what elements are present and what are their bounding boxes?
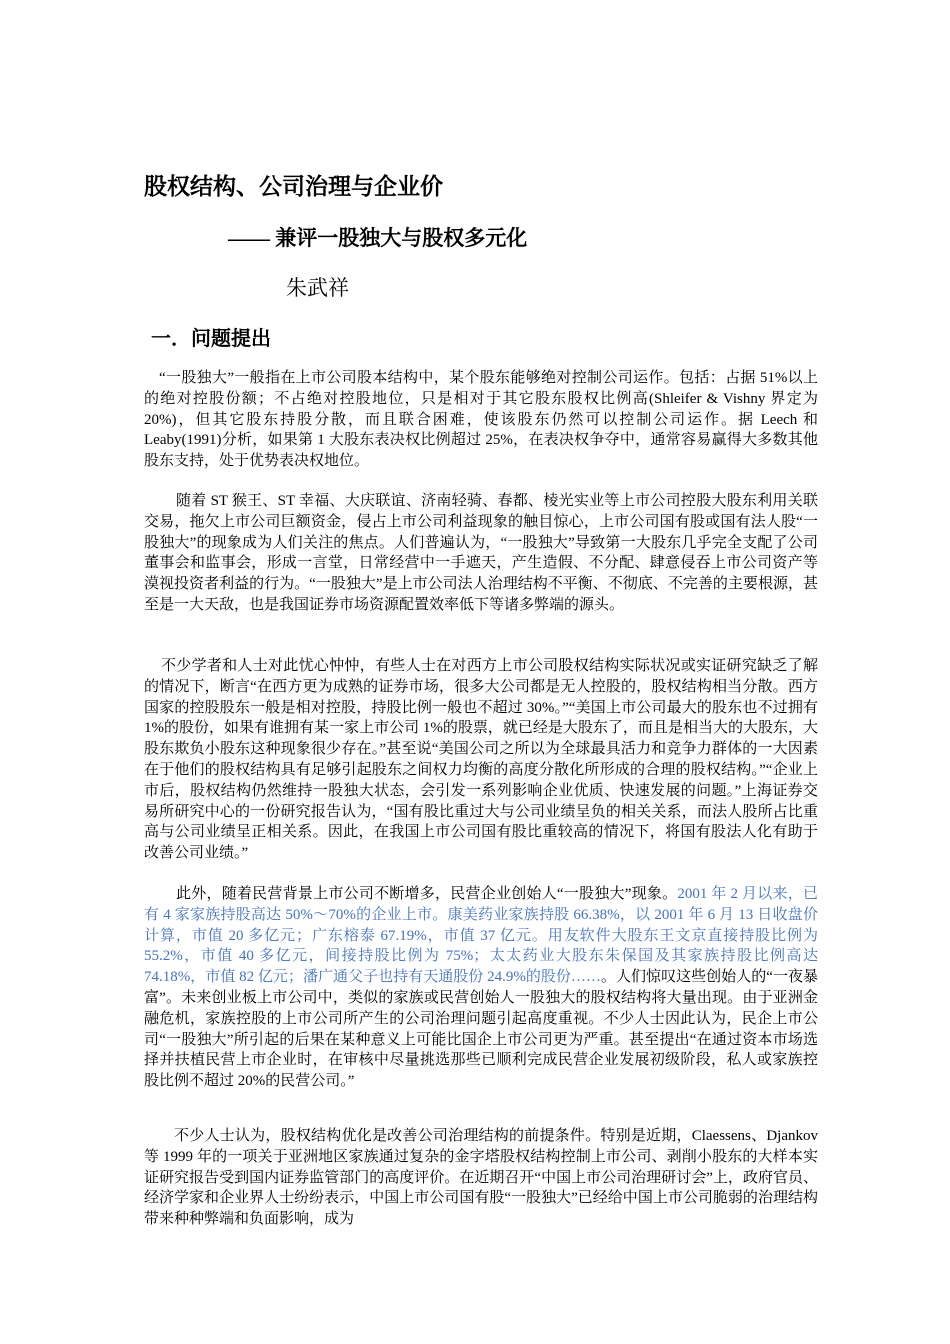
document-title: 股权结构、公司治理与企业价 [144,174,443,199]
paragraph-4 [144,884,818,1092]
document-subtitle: —— 兼评一股独大与股权多元化 [228,226,528,250]
paragraph-2: 随着 ST 猴王、ST 幸福、大庆联谊、济南轻骑、春都、棱光实业等上市公司控股大股东利用关联交易，拖欠上市公司巨额资金，侵占上市公司利益现象的触目惊心，上市公司国有股或国有法人股“一股独大”的现象成为人们关注的焦点。人们普遍认为，“一股独大”导致第一大股东几乎完全支配了公司董事会和监事会，形成一言堂，日常经营中一手遮天，产生造假、不分配、肆意侵吞上市公司资产等漠视投资者利益的行为。“一股独大”是上市公司法人治理结构不平衡、不彻底、不完善的主要根源，甚至是一大天敌，也是我国证券市场资源配置效率低下等诸多弊端的源头。 [144,493,818,613]
paragraph-1: “一股独大”一般指在上市公司股本结构中，某个股东能够绝对控制公司运作。包括：占据 51%以上的绝对控股份额；不占绝对控股地位，只是相对于其它股东股权比例高(Shleifer & Vishny 界定为 20%)，但其它股东持股分散，而且联合困难，使该股东仍然可以控制公司运作。据 Leech 和 Leaby(1991)分析，如果第 1 大股东表决权比例超过 25%，在表决权争夺中，通常容易赢得大多数其他股东支持，处于优势表决权地位。 [144,370,818,470]
section-heading: 一．问题提出 [151,328,271,350]
paragraph-4-continuation: 。人们惊叹这些创始人的“一夜暴富”。未来创业板上市公司中，类似的家族或民营创始人一股独大的股权结构将大量出现。由于亚洲金融危机，家族控股的上市公司所产生的公司治理问题引起高度重视。不少人士因此认为，民企上市公司“一股独大”所引起的后果在某种意义上可能比国企上市公司更为严重。甚至提出“在通过资本市场选择并扶植民营上市企业时，在审核中尽量挑选那些已顺利完成民营企业发展初级阶段，私人或家族控股比例不超过 20%的民营公司。” [144,969,818,1090]
paragraph-4-intro: 此外，随着民营背景上市公司不断增多，民营企业创始人“一股独大”现象。 [176,886,678,902]
author-name: 朱武祥 [286,276,349,300]
paragraph-5: 不少人士认为，股权结构优化是改善公司治理结构的前提条件。特别是近期，Claessens、Djankov 等 1999 年的一项关于亚洲地区家族通过复杂的金字塔股权结构控制上市公司、剥削小股东的大样本实证研究报告受到国内证券监管部门的高度评价。在近期召开“中国上市公司治理研讨会”上，政府官员、经济学家和企业界人士纷纷表示，中国上市公司国有股“一股独大”已经给中国上市公司脆弱的治理结构带来种种弊端和负面影响，成为 [144,1128,818,1228]
paragraph-3: 不少学者和人士对此忧心忡忡，有些人士在对西方上市公司股权结构实际状况或实证研究缺乏了解的情况下，断言“在西方更为成熟的证券市场，很多大公司都是无人控股的，股权结构相当分散。西方国家的控股股东一般是相对控股，持股比例一般也不超过 30%。”“美国上市公司最大的股东也不过拥有 1%的股份，如果有谁拥有某一家上市公司 1%的股票，就已经是大股东了，而且是相当大的大股东，大股东欺负小股东这种现象很少存在。”甚至说“美国公司之所以为全球最具活力和竞争力群体的一大因素在于他们的股权结构具有足够引起股东之间权力均衡的高度分散化所形成的合理的股权结构。”“企业上市后，股权结构仍然维持一股独大状态，会引发一系列影响企业优质、快速发展的问题。”上海证券交易所研究中心的一份研究报告认为，“国有股比重过大与公司业绩呈负的相关关系，而法人股所占比重高与公司业绩呈正相关系。因此，在我国上市公司国有股比重较高的情况下，将国有股法人化有助于改善公司业绩。” [144,658,818,862]
paragraph-4-highlighted-data: 2001 年 2 月以来，已有 4 家家族持股高达 50%～70%的企业上市。康美药业家族持股 66.38%，以 2001 年 6 月 13 日收盘价计算，市值 20 多亿元；广东榕泰 67.19%，市值 37 亿元。用友软件大股东王文京直接持股比例为 55.2%，市值 40 多亿元，间接持股比例为 75%；太太药业大股东朱保国及其家族持股比例高达 74.18%，市值 82 亿元；潘广通父子也持有天通股份 24.9%的股份…… [144,886,818,986]
